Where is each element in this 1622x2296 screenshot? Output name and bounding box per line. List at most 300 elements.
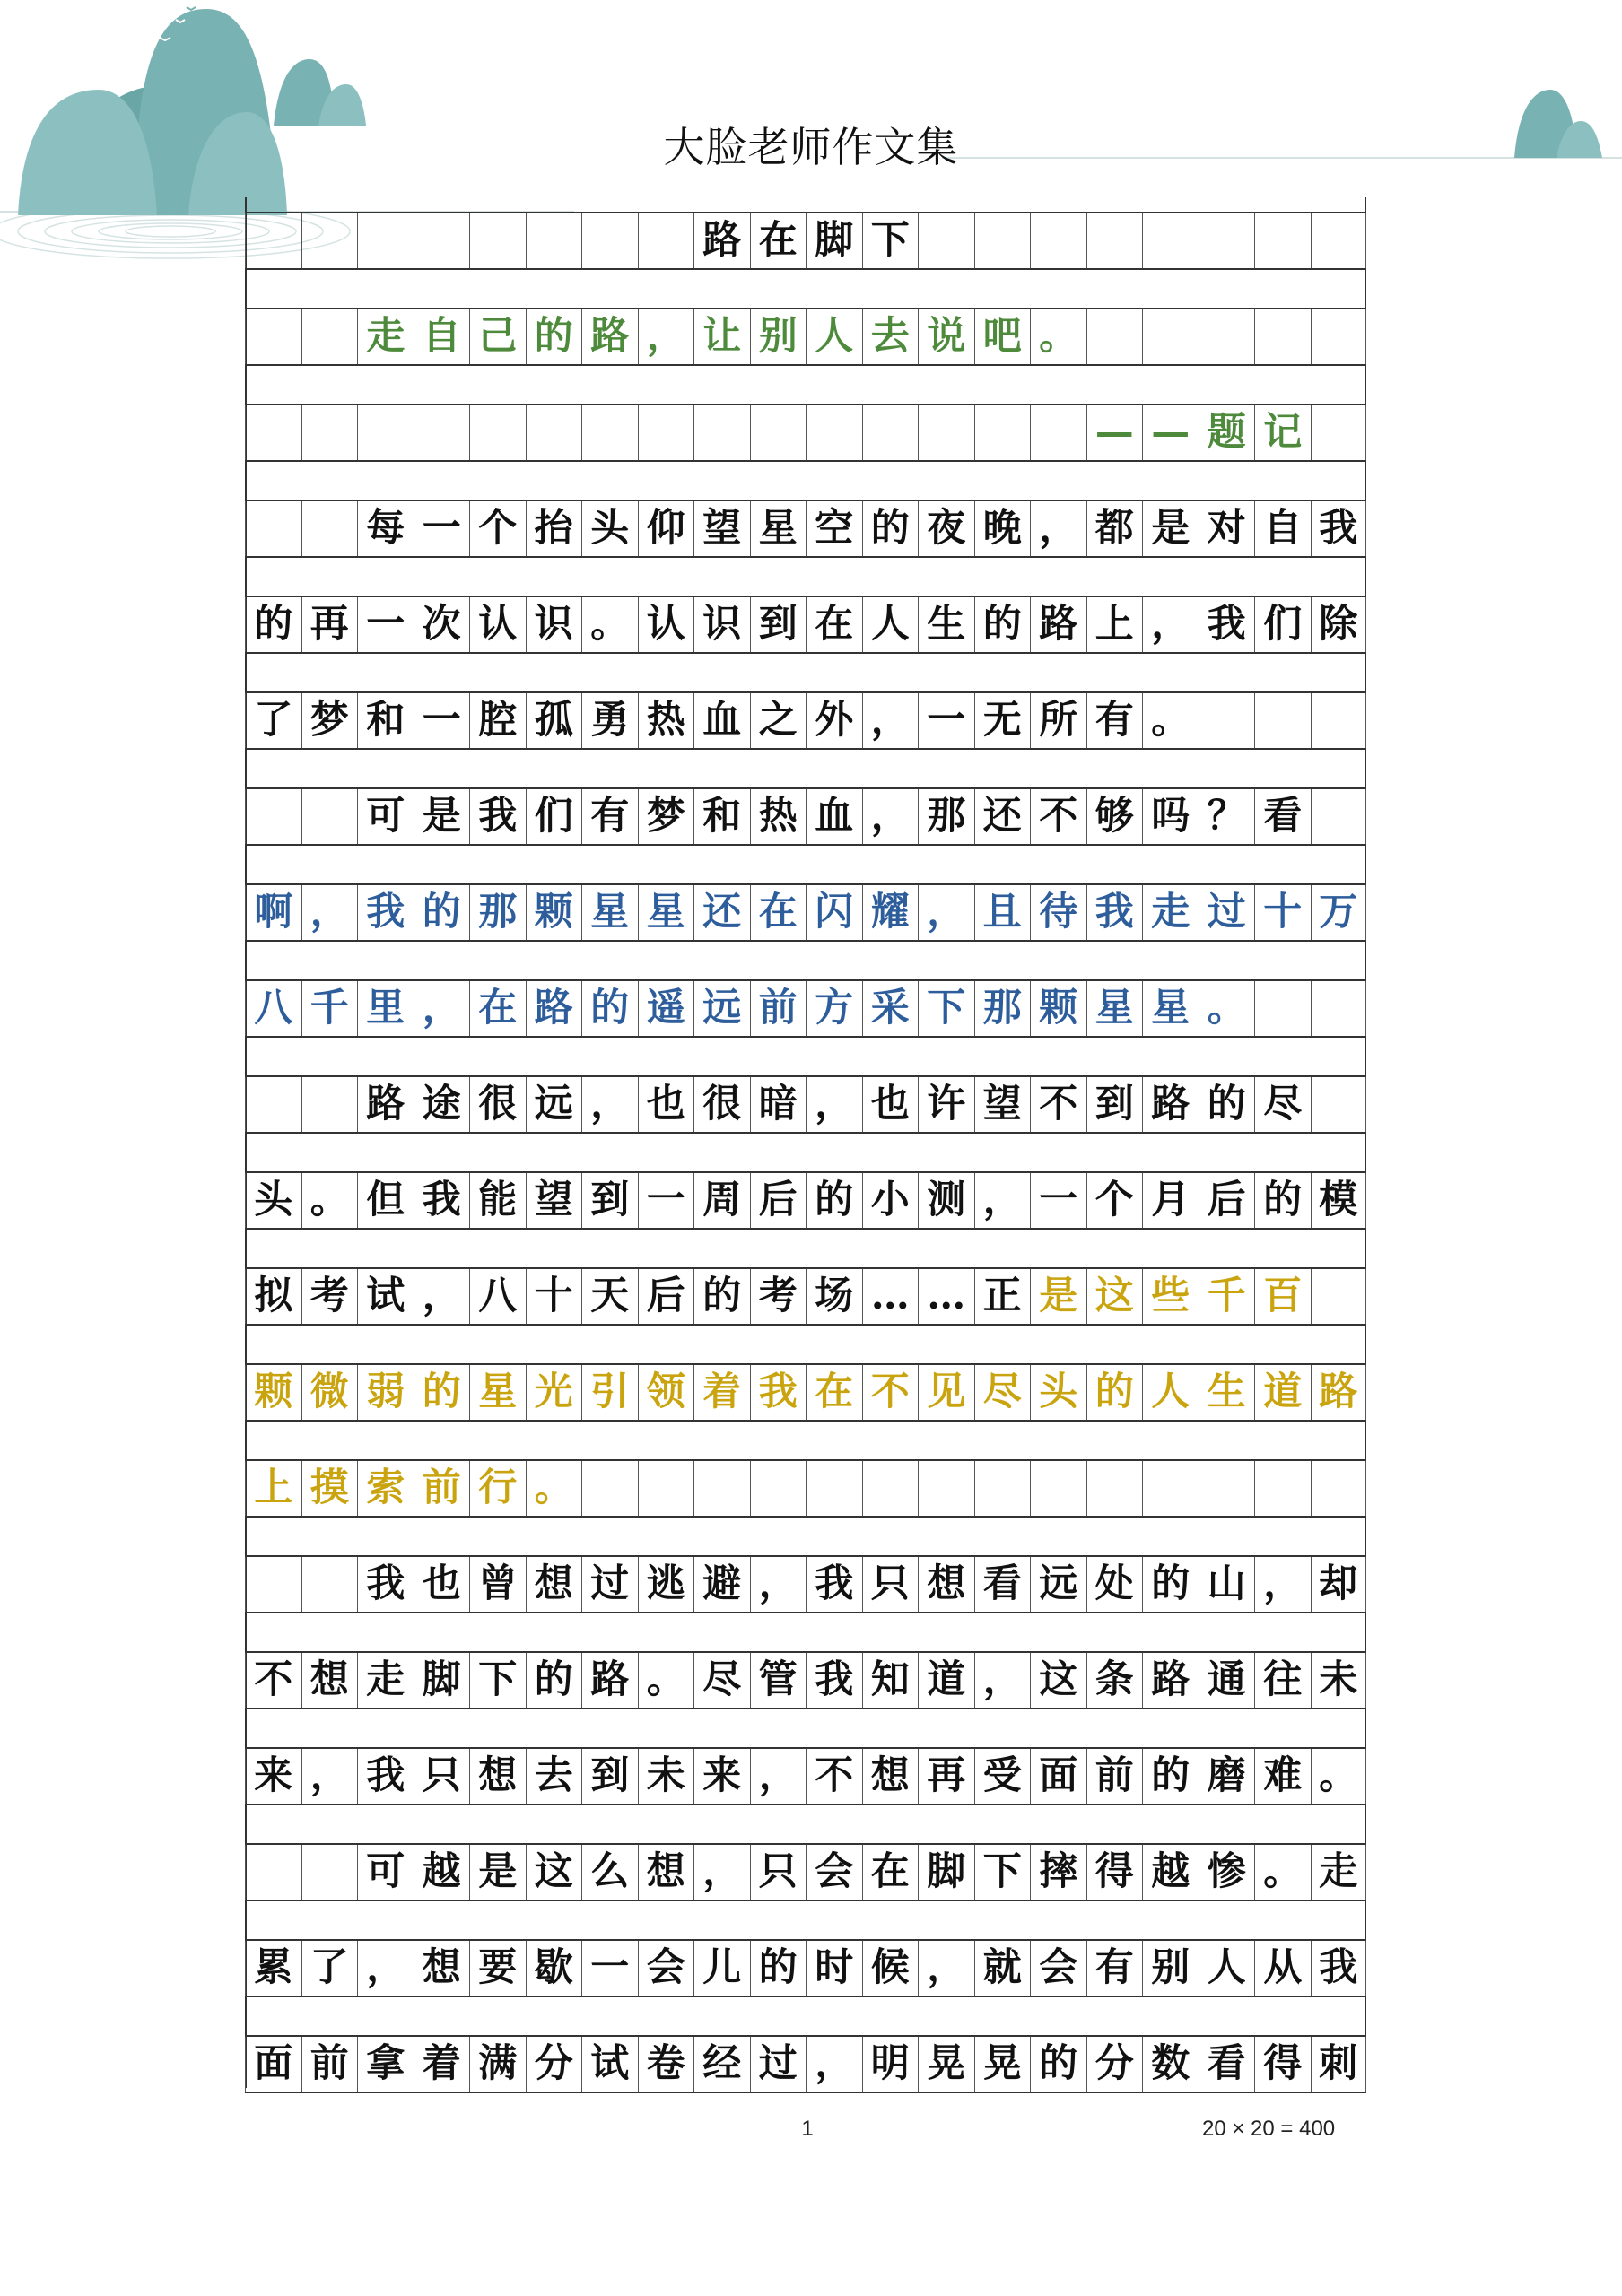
grid-cell: 在 xyxy=(806,597,862,652)
grid-cell xyxy=(245,213,301,268)
grid-cell xyxy=(638,1461,694,1516)
grid-cell: 头 xyxy=(1030,1365,1086,1420)
page-header-title: 大脸老师作文集 xyxy=(663,124,959,170)
grid-cell: ， xyxy=(301,1749,358,1804)
grid-cell: 识 xyxy=(693,597,750,652)
grid-cell: 路 xyxy=(581,309,638,364)
grid-cell: 百 xyxy=(1254,1269,1311,1324)
grid-cell: 前 xyxy=(414,1461,470,1516)
grid-cell xyxy=(862,405,919,460)
grid-cell: 也 xyxy=(638,1077,694,1132)
grid-cell xyxy=(301,213,358,268)
grid-cell: 。 xyxy=(1199,981,1255,1036)
grid-cell: 再 xyxy=(301,597,358,652)
grid-cell: 方 xyxy=(806,981,862,1036)
grid-cell: 着 xyxy=(693,1365,750,1420)
grid-cell: 脚 xyxy=(918,1845,974,1900)
grid-cell: 一 xyxy=(414,693,470,748)
grid-cell: 别 xyxy=(1142,1941,1199,1996)
grid-cell: 远 xyxy=(1030,1557,1086,1612)
grid-cell: 下 xyxy=(918,981,974,1036)
grid-cell xyxy=(301,1557,358,1612)
grid-cell: 走 xyxy=(1142,885,1199,940)
grid-cell: 累 xyxy=(245,1941,301,1996)
grid-cell: 想 xyxy=(862,1749,919,1804)
grid-cell: … xyxy=(862,1269,919,1324)
grid-cell: 一 xyxy=(357,597,414,652)
grid-cell: 吧 xyxy=(974,309,1031,364)
grid-cell: 到 xyxy=(1086,1077,1143,1132)
grid-row xyxy=(245,1747,1366,1805)
grid-cell: 我 xyxy=(1311,1941,1367,1996)
grid-cell: 血 xyxy=(693,693,750,748)
grid-cell: 我 xyxy=(1311,501,1367,556)
grid-cell: 次 xyxy=(414,597,470,652)
grid-cell: 卷 xyxy=(638,2037,694,2092)
grid-cell: 引 xyxy=(581,1365,638,1420)
grid-cell: 且 xyxy=(974,885,1031,940)
grid-cell: 来 xyxy=(245,1749,301,1804)
grid-cell xyxy=(1254,213,1311,268)
grid-cell: 。 xyxy=(1254,1845,1311,1900)
grid-cell: 想 xyxy=(638,1845,694,1900)
grid-cell: 就 xyxy=(974,1941,1031,1996)
grid-row xyxy=(245,2035,1366,2093)
grid-cell xyxy=(693,1461,750,1516)
grid-cell xyxy=(750,1461,807,1516)
grid-cell: ， xyxy=(974,1653,1031,1708)
grid-cell: ， xyxy=(918,1941,974,1996)
grid-row xyxy=(245,979,1366,1038)
grid-cell: 摔 xyxy=(1030,1845,1086,1900)
grid-cell: 也 xyxy=(414,1557,470,1612)
grid-cell xyxy=(918,1461,974,1516)
grid-cell: 是 xyxy=(1142,501,1199,556)
grid-cell xyxy=(1030,1461,1086,1516)
grid-cell xyxy=(301,789,358,844)
grid-cell xyxy=(1142,1461,1199,1516)
grid-cell: 下 xyxy=(974,1845,1031,1900)
grid-row xyxy=(245,1843,1366,1901)
grid-cell: 下 xyxy=(862,213,919,268)
grid-cell: 行 xyxy=(469,1461,526,1516)
grid-cell: 难 xyxy=(1254,1749,1311,1804)
grid-cell: 分 xyxy=(1086,2037,1143,2092)
grid-cell: 时 xyxy=(806,1941,862,1996)
grid-cell: 除 xyxy=(1311,597,1367,652)
grid-cell: 星 xyxy=(750,501,807,556)
grid-cell: 和 xyxy=(693,789,750,844)
grid-cell: 尽 xyxy=(974,1365,1031,1420)
grid-cell: 却 xyxy=(1311,1557,1367,1612)
grid-cell: 只 xyxy=(750,1845,807,1900)
grid-cell: 遥 xyxy=(638,981,694,1036)
grid-row xyxy=(245,1459,1366,1518)
grid-cell: 个 xyxy=(469,501,526,556)
grid-row xyxy=(245,1075,1366,1134)
grid-cell xyxy=(245,1557,301,1612)
grid-cell: 过 xyxy=(581,1557,638,1612)
grid-cell: 见 xyxy=(918,1365,974,1420)
grid-cell: 都 xyxy=(1086,501,1143,556)
grid-cell: 路 xyxy=(526,981,582,1036)
grid-cell: 测 xyxy=(918,1173,974,1228)
grid-cell: 不 xyxy=(806,1749,862,1804)
grid-cell: 远 xyxy=(526,1077,582,1132)
grid-cell: 的 xyxy=(526,1653,582,1708)
grid-cell: 头 xyxy=(581,501,638,556)
grid-cell: 考 xyxy=(301,1269,358,1324)
grid-cell xyxy=(581,213,638,268)
grid-cell: 吗 xyxy=(1142,789,1199,844)
grid-cell: 管 xyxy=(750,1653,807,1708)
grid-row xyxy=(245,308,1366,366)
grid-cell: 道 xyxy=(918,1653,974,1708)
grid-cell: 可 xyxy=(357,1845,414,1900)
grid-cell: 的 xyxy=(862,501,919,556)
grid-cell xyxy=(1254,981,1311,1036)
grid-cell xyxy=(638,405,694,460)
grid-cell: 山 xyxy=(1199,1557,1255,1612)
grid-cell xyxy=(1254,693,1311,748)
grid-cell: 万 xyxy=(1311,885,1367,940)
grid-cell xyxy=(469,405,526,460)
grid-cell: 我 xyxy=(414,1173,470,1228)
grid-cell: 颗 xyxy=(1030,981,1086,1036)
grid-cell xyxy=(1199,1461,1255,1516)
grid-cell: 摸 xyxy=(301,1461,358,1516)
grid-cell: 的 xyxy=(1142,1749,1199,1804)
grid-cell: 未 xyxy=(1311,1653,1367,1708)
grid-cell: 人 xyxy=(1199,1941,1255,1996)
grid-cell: 在 xyxy=(469,981,526,1036)
grid-cell: 后 xyxy=(750,1173,807,1228)
grid-cell: 闪 xyxy=(806,885,862,940)
grid-cell: 己 xyxy=(469,309,526,364)
grid-cell: 是 xyxy=(1030,1269,1086,1324)
grid-cell: 从 xyxy=(1254,1941,1311,1996)
grid-cell xyxy=(581,1461,638,1516)
grid-cell: 认 xyxy=(638,597,694,652)
grid-cell: 抬 xyxy=(526,501,582,556)
grid-cell: 些 xyxy=(1142,1269,1199,1324)
grid-row xyxy=(245,883,1366,942)
grid-cell: 尽 xyxy=(1254,1077,1311,1132)
grid-cell: 不 xyxy=(862,1365,919,1420)
grid-cell: 够 xyxy=(1086,789,1143,844)
grid-cell: 和 xyxy=(357,693,414,748)
grid-cell: 的 xyxy=(414,885,470,940)
grid-cell: 试 xyxy=(581,2037,638,2092)
grid-cell: 们 xyxy=(1254,597,1311,652)
grid-cell: ， xyxy=(806,2037,862,2092)
grid-cell: 往 xyxy=(1254,1653,1311,1708)
grid-cell: 会 xyxy=(638,1941,694,1996)
grid-cell xyxy=(974,405,1031,460)
grid-cell: 头 xyxy=(245,1173,301,1228)
grid-cell: 。 xyxy=(581,597,638,652)
grid-cell: 说 xyxy=(918,309,974,364)
grid-cell: 路 xyxy=(1311,1365,1367,1420)
grid-cell xyxy=(414,213,470,268)
grid-cell: 外 xyxy=(806,693,862,748)
grid-cell: 有 xyxy=(1086,693,1143,748)
grid-cell: 到 xyxy=(750,597,807,652)
grid-cell: 。 xyxy=(1030,309,1086,364)
grid-cell: 越 xyxy=(414,1845,470,1900)
page-number: 1 xyxy=(801,2117,814,2141)
grid-cell xyxy=(1311,789,1367,844)
grid-cell: 索 xyxy=(357,1461,414,1516)
grid-cell: 条 xyxy=(1086,1653,1143,1708)
grid-cell: 望 xyxy=(974,1077,1031,1132)
grid-cell: 不 xyxy=(245,1653,301,1708)
grid-cell: 们 xyxy=(526,789,582,844)
grid-cell: 惨 xyxy=(1199,1845,1255,1900)
grid-cell: 领 xyxy=(638,1365,694,1420)
grid-cell: 脚 xyxy=(414,1653,470,1708)
grid-cell: 晃 xyxy=(918,2037,974,2092)
grid-cell: 的 xyxy=(414,1365,470,1420)
grid-cell: 很 xyxy=(693,1077,750,1132)
grid-cell: 千 xyxy=(1199,1269,1255,1324)
grid-cell: 周 xyxy=(693,1173,750,1228)
grid-cell: 是 xyxy=(414,789,470,844)
grid-cell: 晃 xyxy=(974,2037,1031,2092)
grid-cell: 途 xyxy=(414,1077,470,1132)
grid-cell: 所 xyxy=(1030,693,1086,748)
grid-cell: 去 xyxy=(526,1749,582,1804)
grid-cell: 。 xyxy=(1311,1749,1367,1804)
grid-row xyxy=(245,691,1366,750)
grid-cell: 着 xyxy=(414,2037,470,2092)
grid-cell: 前 xyxy=(301,2037,358,2092)
grid-cell: 生 xyxy=(1199,1365,1255,1420)
grid-cell: 。 xyxy=(526,1461,582,1516)
grid-cell: 很 xyxy=(469,1077,526,1132)
grid-cell: 想 xyxy=(469,1749,526,1804)
grid-cell: 孤 xyxy=(526,693,582,748)
grid-cell: 磨 xyxy=(1199,1749,1255,1804)
grid-cell: 热 xyxy=(750,789,807,844)
grid-row xyxy=(245,1171,1366,1230)
grid-cell: 到 xyxy=(581,1749,638,1804)
grid-cell: 上 xyxy=(1086,597,1143,652)
grid-cell: 越 xyxy=(1142,1845,1199,1900)
grid-cell: 路 xyxy=(1142,1653,1199,1708)
grid-cell xyxy=(1086,309,1143,364)
grid-cell: 晚 xyxy=(974,501,1031,556)
grid-cell: 一 xyxy=(581,1941,638,1996)
grid-cell: 题 xyxy=(1199,405,1255,460)
grid-cell xyxy=(245,405,301,460)
grid-cell: 路 xyxy=(1030,597,1086,652)
grid-cell: 场 xyxy=(806,1269,862,1324)
grid-cell: 我 xyxy=(357,885,414,940)
grid-cell: 的 xyxy=(1199,1077,1255,1132)
grid-cell: 的 xyxy=(1142,1557,1199,1612)
grid-cell: 看 xyxy=(1254,789,1311,844)
grid-cell: 采 xyxy=(862,981,919,1036)
grid-cell: 勇 xyxy=(581,693,638,748)
grid-row xyxy=(245,500,1366,558)
grid-cell: 要 xyxy=(469,1941,526,1996)
grid-cell xyxy=(526,405,582,460)
grid-cell: 模 xyxy=(1311,1173,1367,1228)
grid-cell: 星 xyxy=(638,885,694,940)
grid-cell: 有 xyxy=(1086,1941,1143,1996)
grid-cell xyxy=(806,405,862,460)
grid-cell: 里 xyxy=(357,981,414,1036)
grid-cell: 拿 xyxy=(357,2037,414,2092)
grid-cell xyxy=(918,405,974,460)
grid-cell xyxy=(526,213,582,268)
grid-cell xyxy=(1199,693,1255,748)
grid-cell: 能 xyxy=(469,1173,526,1228)
grid-cell xyxy=(245,501,301,556)
grid-cell: 是 xyxy=(469,1845,526,1900)
grid-cell xyxy=(301,405,358,460)
grid-cell: 我 xyxy=(806,1557,862,1612)
grid-cell: 这 xyxy=(1086,1269,1143,1324)
grid-cell: … xyxy=(918,1269,974,1324)
grid-cell xyxy=(245,789,301,844)
grid-cell: ， xyxy=(693,1845,750,1900)
grid-cell: 避 xyxy=(693,1557,750,1612)
grid-cell: 儿 xyxy=(693,1941,750,1996)
grid-cell: 正 xyxy=(974,1269,1031,1324)
grid-cell: 会 xyxy=(806,1845,862,1900)
grid-cell: 一 xyxy=(918,693,974,748)
grid-cell xyxy=(469,213,526,268)
grid-cell: 的 xyxy=(1030,2037,1086,2092)
grid-cell: 处 xyxy=(1086,1557,1143,1612)
grid-cell: 夜 xyxy=(918,501,974,556)
grid-cell: 这 xyxy=(1030,1653,1086,1708)
grid-cell: ， xyxy=(806,1077,862,1132)
grid-cell: 许 xyxy=(918,1077,974,1132)
grid-row xyxy=(245,1651,1366,1709)
grid-row xyxy=(245,596,1366,654)
grid-cell: 小 xyxy=(862,1173,919,1228)
grid-cell xyxy=(1311,213,1367,268)
grid-cell: 暗 xyxy=(750,1077,807,1132)
grid-cell: 路 xyxy=(357,1077,414,1132)
grid-cell: ， xyxy=(1030,501,1086,556)
grid-cell xyxy=(1142,213,1199,268)
grid-cell: 的 xyxy=(245,597,301,652)
grid-cell: 血 xyxy=(806,789,862,844)
grid-cell: ， xyxy=(918,885,974,940)
grid-cell: ， xyxy=(750,1749,807,1804)
grid-cell: 在 xyxy=(750,213,807,268)
grid-cell xyxy=(581,405,638,460)
grid-cell: 。 xyxy=(638,1653,694,1708)
grid-cell: 仰 xyxy=(638,501,694,556)
grid-cell: 还 xyxy=(693,885,750,940)
grid-cell: 走 xyxy=(357,1653,414,1708)
grid-cell: 的 xyxy=(1254,1173,1311,1228)
grid-cell: 在 xyxy=(750,885,807,940)
grid-cell: 只 xyxy=(862,1557,919,1612)
grid-cell xyxy=(1311,693,1367,748)
grid-cell: 刺 xyxy=(1311,2037,1367,2092)
grid-cell: 远 xyxy=(693,981,750,1036)
grid-cell: 对 xyxy=(1199,501,1255,556)
grid-cell: 自 xyxy=(1254,501,1311,556)
grid-cell: 也 xyxy=(862,1077,919,1132)
manuscript-grid xyxy=(245,197,1366,2088)
grid-cell: 我 xyxy=(357,1749,414,1804)
grid-cell: 在 xyxy=(862,1845,919,1900)
grid-cell: 明 xyxy=(862,2037,919,2092)
grid-cell: 想 xyxy=(526,1557,582,1612)
grid-cell: 热 xyxy=(638,693,694,748)
grid-cell: 面 xyxy=(1030,1749,1086,1804)
grid-cell: ， xyxy=(974,1173,1031,1228)
grid-cell xyxy=(1199,213,1255,268)
grid-cell: ， xyxy=(862,693,919,748)
grid-cell: 的 xyxy=(974,597,1031,652)
grid-cell: 之 xyxy=(750,693,807,748)
grid-cell: 经 xyxy=(693,2037,750,2092)
grid-cell: 八 xyxy=(245,981,301,1036)
grid-cell: 试 xyxy=(357,1269,414,1324)
grid-cell: 路 xyxy=(581,1653,638,1708)
grid-cell: 前 xyxy=(750,981,807,1036)
grid-row xyxy=(245,404,1366,462)
grid-cell xyxy=(1199,309,1255,364)
grid-cell xyxy=(1311,1269,1367,1324)
grid-cell: 可 xyxy=(357,789,414,844)
grid-cell: 我 xyxy=(1086,885,1143,940)
grid-cell xyxy=(1311,405,1367,460)
grid-cell: 还 xyxy=(974,789,1031,844)
grid-cell xyxy=(1311,981,1367,1036)
grid-cell: 曾 xyxy=(469,1557,526,1612)
grid-cell: 人 xyxy=(806,309,862,364)
grid-cell: 了 xyxy=(301,1941,358,1996)
grid-cell: 一 xyxy=(638,1173,694,1228)
grid-cell: 弱 xyxy=(357,1365,414,1420)
grid-cell: 知 xyxy=(862,1653,919,1708)
grid-cell: 道 xyxy=(1254,1365,1311,1420)
grid-cell: 微 xyxy=(301,1365,358,1420)
grid-cell: 人 xyxy=(862,597,919,652)
grid-cell: 星 xyxy=(1142,981,1199,1036)
grid-cell: ， xyxy=(301,885,358,940)
grid-row xyxy=(245,787,1366,846)
grid-cell: — xyxy=(1086,405,1143,460)
grid-cell: 过 xyxy=(1199,885,1255,940)
grid-cell: 只 xyxy=(414,1749,470,1804)
grid-cell: 我 xyxy=(806,1653,862,1708)
grid-cell: 尽 xyxy=(693,1653,750,1708)
grid-cell: 通 xyxy=(1199,1653,1255,1708)
grid-cell: 不 xyxy=(1030,1077,1086,1132)
grid-cell: 路 xyxy=(693,213,750,268)
grid-cell xyxy=(1086,1461,1143,1516)
grid-cell: 会 xyxy=(1030,1941,1086,1996)
grid-cell: ， xyxy=(862,789,919,844)
grid-cell: ？ xyxy=(1199,789,1255,844)
grid-cell: 但 xyxy=(357,1173,414,1228)
grid-cell: 颗 xyxy=(245,1365,301,1420)
grid-cell: 后 xyxy=(638,1269,694,1324)
grid-cell xyxy=(974,1461,1031,1516)
grid-cell: 个 xyxy=(1086,1173,1143,1228)
grid-cell: 。 xyxy=(1142,693,1199,748)
